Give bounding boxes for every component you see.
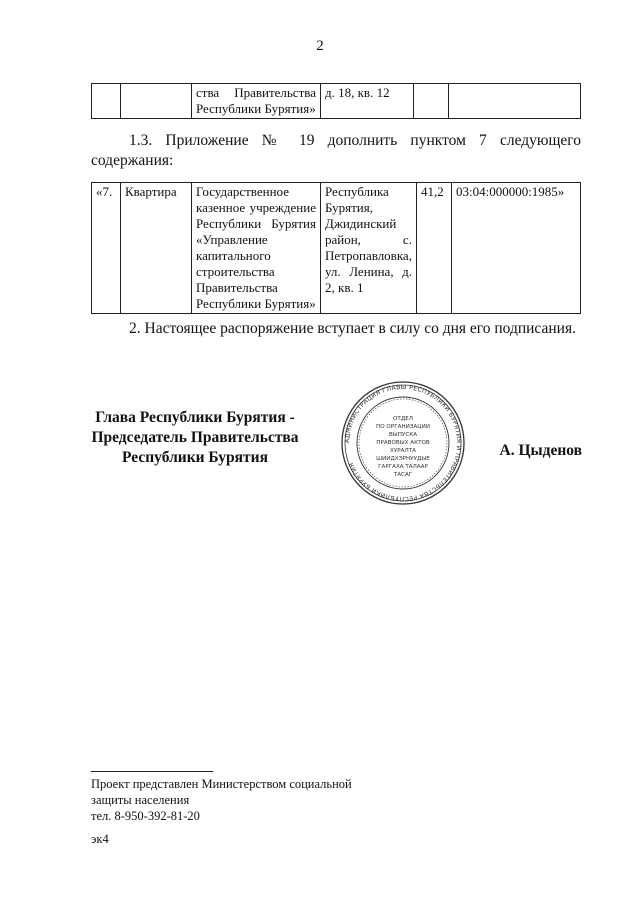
footnote-line: Проект представлен Министерством социальной xyxy=(91,777,352,791)
table-cell xyxy=(449,84,581,119)
svg-text:ВЫПУСКА: ВЫПУСКА xyxy=(388,432,418,438)
table-cell xyxy=(121,84,192,119)
svg-text:ОТДЕЛ: ОТДЕЛ xyxy=(393,416,413,422)
table-cell-number: «7. xyxy=(92,183,121,314)
svg-text:АДМИНИСТРАЦИЯ ГЛАВЫ РЕСПУБЛИКИ: АДМИНИСТРАЦИЯ ГЛАВЫ РЕСПУБЛИКИ БУРЯТИЯ И ПРАВИТЕЛЬСТВА РЕСПУБЛИКИ БУРЯТИЯ xyxy=(343,383,463,503)
svg-text:ГАРГАХА ТАЛААР: ГАРГАХА ТАЛААР xyxy=(378,464,428,470)
svg-text:ШИИДХЭРНУУДЫЕ: ШИИДХЭРНУУДЫЕ xyxy=(376,456,430,462)
signatory-name: А. Цыденов xyxy=(499,442,582,459)
table-cell-address: Республика Бурятия, Джидинский район, с. Петропавловка, ул. Ленина, д. 2, кв. 1 xyxy=(321,183,417,314)
table-continuation xyxy=(91,83,581,119)
table-row xyxy=(92,183,581,314)
table-cell-area: 41,2 xyxy=(416,183,451,314)
official-stamp-icon xyxy=(340,380,466,506)
footnote-divider xyxy=(91,771,213,772)
table-cell-holder: Государственное казенное учреждение Республики Бурятия «Управление капитального строительства Правительства Республики Бурятия» xyxy=(192,183,321,314)
signatory-title-line: Председатель Правительства xyxy=(91,429,299,446)
paragraph-amendment: 1.3. Приложение № 19 дополнить пунктом 7 следующего содержания: xyxy=(91,132,581,169)
svg-text:ПО ОРГАНИЗАЦИИ: ПО ОРГАНИЗАЦИИ xyxy=(376,424,430,430)
table-cell xyxy=(92,84,121,119)
table-cell: д. 18, кв. 12 xyxy=(321,84,414,119)
footnote-line: защиты населения xyxy=(91,793,190,807)
table-property xyxy=(91,182,581,314)
table-row xyxy=(92,84,581,119)
document-code: эк4 xyxy=(91,832,109,846)
table-cell-cadastral: 03:04:000000:1985» xyxy=(451,183,580,314)
signatory-title-line: Глава Республики Бурятия - xyxy=(95,409,295,426)
table-cell: ства Правительства Республики Бурятия» xyxy=(192,84,321,119)
table-cell-type: Квартира xyxy=(121,183,192,314)
svg-text:ХУРАЛТА: ХУРАЛТА xyxy=(390,448,416,454)
footnote-line: тел. 8-950-392-81-20 xyxy=(91,809,200,823)
paragraph-effective: 2. Настоящее распоряжение вступает в силу со дня его подписания. xyxy=(129,320,576,337)
signatory-title-line: Республики Бурятия xyxy=(122,449,268,466)
page-number: 2 xyxy=(316,38,324,54)
svg-text:ПРАВОВЫХ АКТОВ: ПРАВОВЫХ АКТОВ xyxy=(376,440,430,446)
table-cell xyxy=(414,84,449,119)
signatory-title xyxy=(80,408,310,468)
footnote xyxy=(91,776,352,824)
svg-text:ТАСАГ: ТАСАГ xyxy=(393,472,413,478)
